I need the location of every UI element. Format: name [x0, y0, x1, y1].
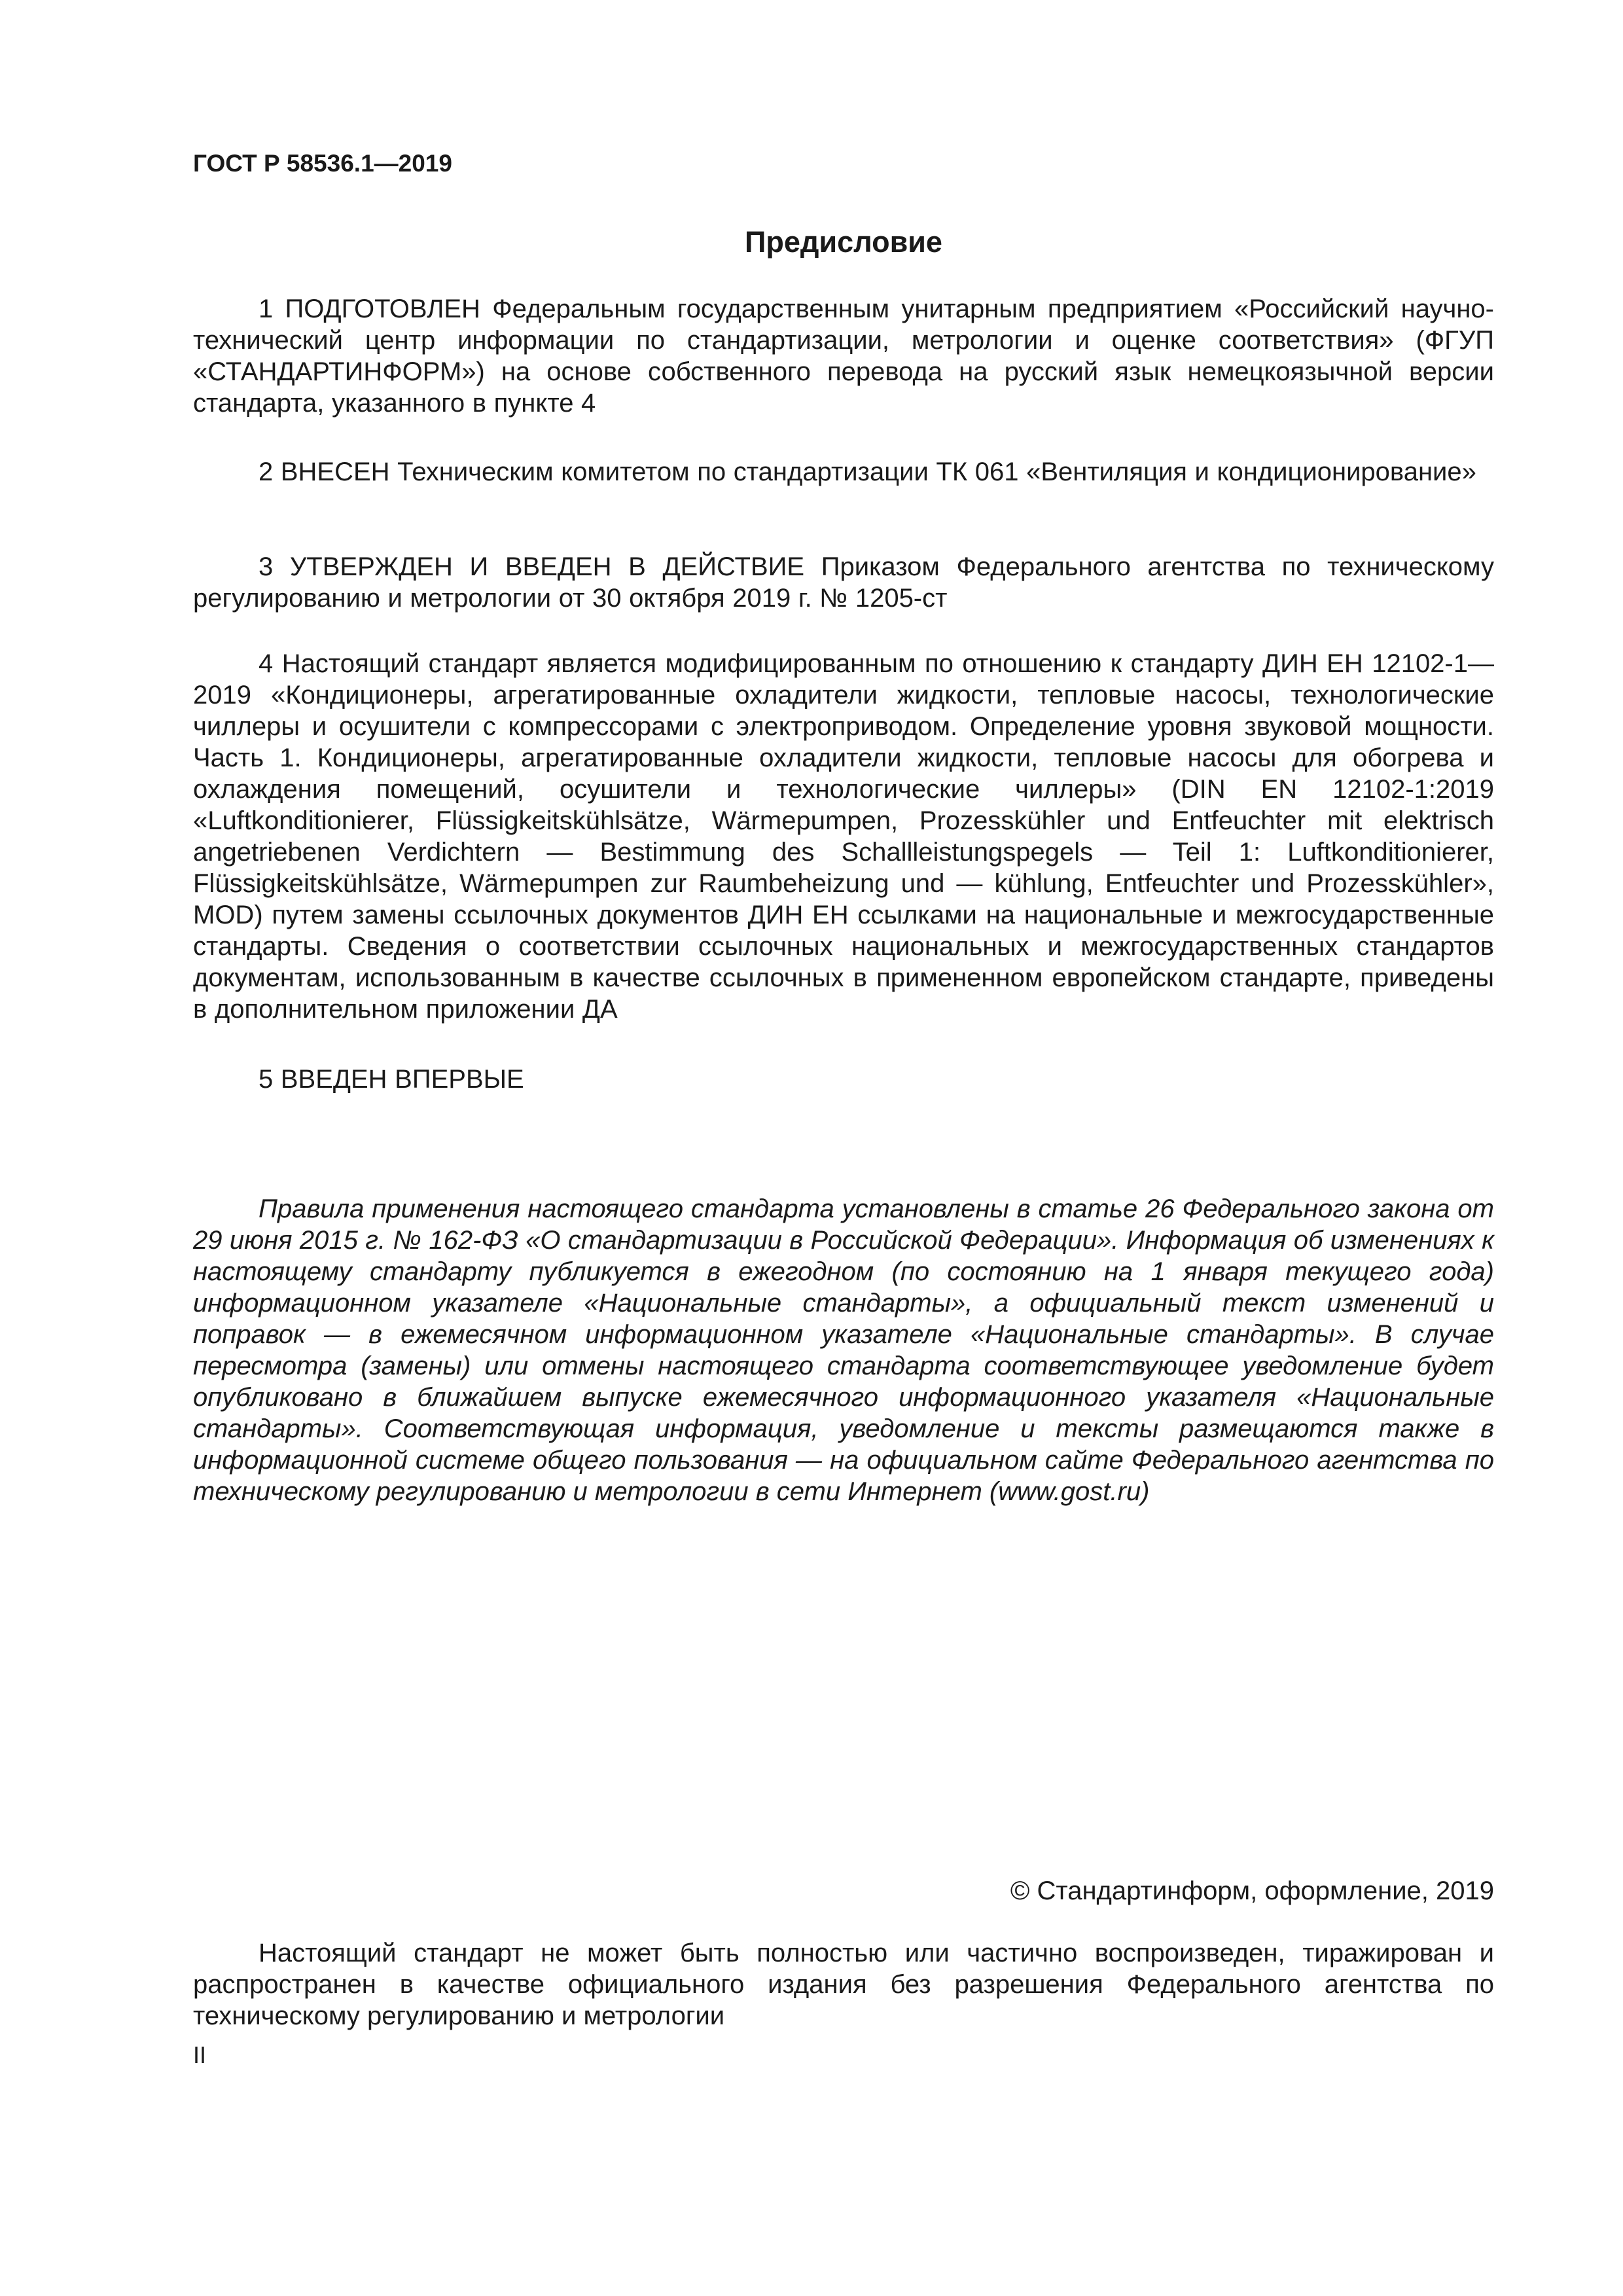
application-rules-notice: Правила применения настоящего стандарта установлены в статье 26 Федерального закона от 29 июня 2015 г. № 162-ФЗ «О стандартизации в Российской Федерации». Информация об изменениях к настоящему стандарту публикуется в ежегодном (по состоянию на 1 января текущего года) информационном указателе «Национальные стандарты», а официальный текст изменений и поправок — в ежемесячном информационном указателе «Национальные стандарты». В случае пересмотра (замены) или отмены настоящего стандарта соответствующее уведомление будет опубликовано в ближайшем выпуске ежемесячного информационного указателя «Национальные стандарты». Соответствующая информация, уведомление и тексты размещаются также в информационной системе общего пользования — на официальном сайте Федерального агентства по техническому регулированию и метрологии в сети Интернет (www.gost.ru): [193, 1194, 1494, 1506]
page-number: II: [193, 2041, 207, 2068]
foreword-paragraph-5: 5 ВВЕДЕН ВПЕРВЫЕ: [259, 1065, 524, 1094]
page-title: Предисловие: [745, 225, 942, 259]
foreword-paragraph-4: 4 Настоящий стандарт является модифицированным по отношению к стандарту ДИН ЕН 12102-1—2019 «Кондиционеры, агрегатированные охладители жидкости, тепловые насосы, технологические чиллеры и осушители с компрессорами с электроприводом. Определение уровня звуковой мощности. Часть 1. Кондиционеры, агрегатированные охладители жидкости, тепловые насосы для обогрева и охлаждения помещений, осушители и технологические чиллеры» (DIN EN 12102-1:2019 «Luftkonditionierer, Flüssigkeitskühlsätze, Wärmepumpen, Prozesskühler und Entfeuchter mit elektrisch angetriebenen Verdichtern — Bestimmung des Schallleistungspegels — Teil 1: Luftkonditionierer, Flüssigkeitskühlsätze, Wärmepumpen zur Raumbeheizung und — kühlung, Entfeuchter und Prozesskühler», MOD) путем замены ссылочных документов ДИН ЕН ссылками на национальные и межгосударственные стандарты. Сведения о соответствии ссылочных национальных и межгосударственных стандартов документам, использованным в качестве ссылочных в примененном европейском стандарте, приведены в дополнительном приложении ДА: [193, 649, 1494, 1024]
foreword-paragraph-3: 3 УТВЕРЖДЕН И ВВЕДЕН В ДЕЙСТВИЕ Приказом Федерального агентства по техническому регулированию и метрологии от 30 октября 2019 г. № 1205-ст: [193, 552, 1494, 613]
foreword-paragraph-2: 2 ВНЕСЕН Техническим комитетом по стандартизации ТК 061 «Вентиляция и кондиционирование»: [259, 457, 1476, 486]
reproduction-notice: Настоящий стандарт не может быть полностью или частично воспроизведен, тиражирован и распространен в качестве официального издания без разрешения Федерального агентства по техническому регулированию и метрологии: [193, 1939, 1494, 2030]
document-header: ГОСТ Р 58536.1—2019: [193, 150, 452, 177]
foreword-paragraph-1: 1 ПОДГОТОВЛЕН Федеральным государственным унитарным предприятием «Российский научно-технический центр информации по стандартизации, метрологии и оценке соответствия» (ФГУП «СТАНДАРТИНФОРМ») на основе собственного перевода на русский язык немецкоязычной версии стандарта, указанного в пункте 4: [193, 295, 1494, 418]
copyright-line: © Стандартинформ, оформление, 2019: [1010, 1876, 1494, 1905]
